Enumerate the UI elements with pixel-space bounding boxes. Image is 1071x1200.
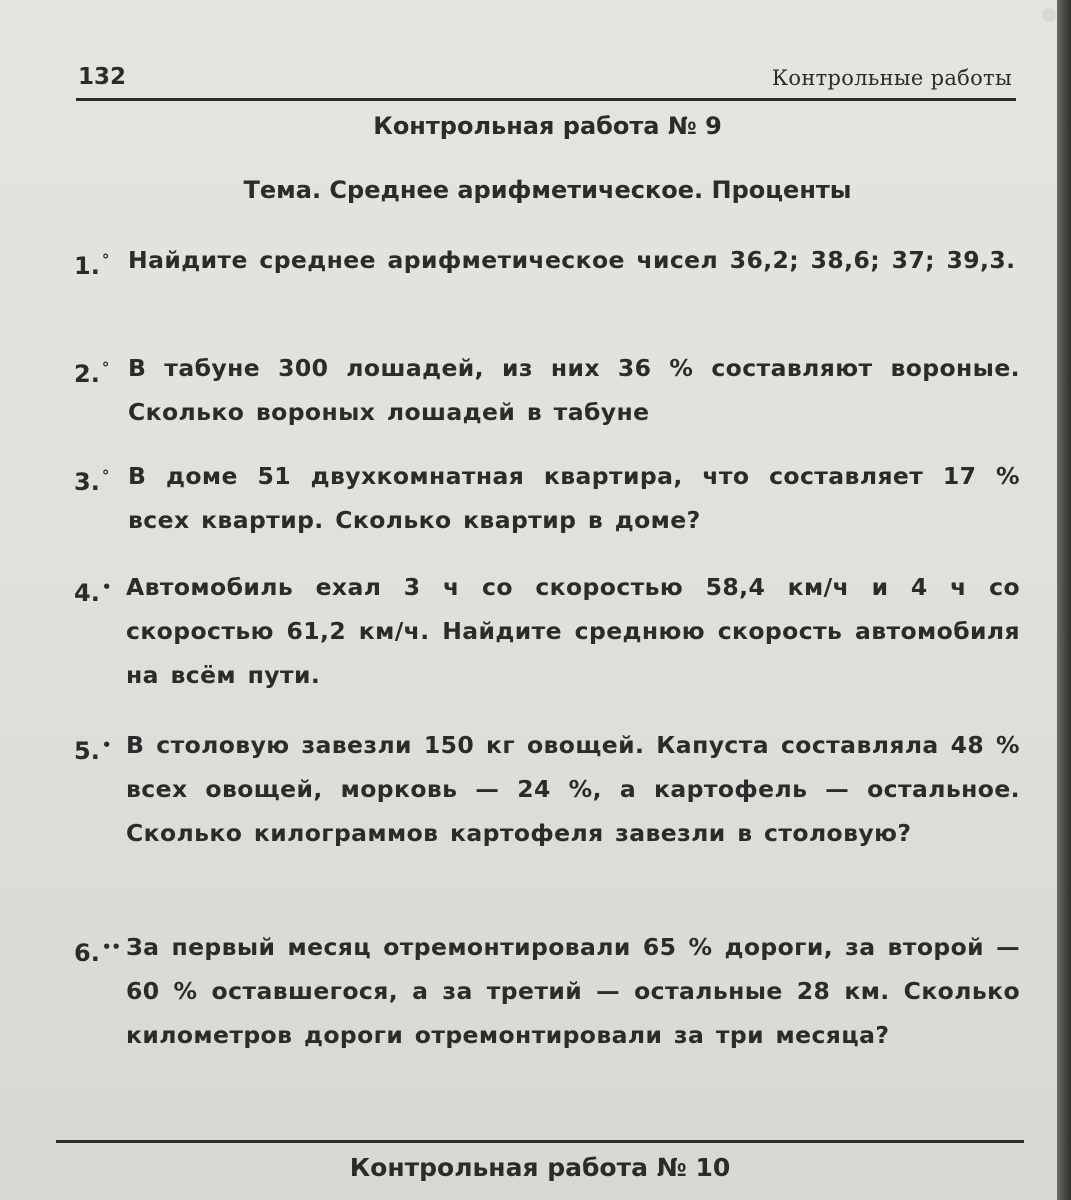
page-number: 132	[78, 64, 127, 90]
section-divider	[56, 1140, 1024, 1143]
task-item	[74, 565, 1020, 697]
difficulty-mark: °	[101, 359, 110, 377]
task-item	[74, 723, 1020, 855]
difficulty-mark: •	[101, 736, 112, 754]
section-name: Контрольные работы	[771, 66, 1012, 90]
difficulty-mark: •	[101, 578, 112, 596]
page-edge-shadow	[1057, 0, 1071, 1200]
task-text: Найдите среднее арифметическое чисел 36,2; 38,6; 37; 39,3.	[128, 246, 1016, 274]
task-number: 6. ••	[74, 938, 122, 967]
task-text: В табуне 300 лошадей, из них 36 % составляют вороные. Сколько вороных лошадей в табуне	[128, 354, 1020, 426]
task-item	[74, 925, 1020, 1057]
task-text: В столовую завезли 150 кг овощей. Капуста составляла 48 % всех овощей, морковь — 24 %, а картофель — остальное. Сколько килограммов картофеля завезли в столовую?	[126, 731, 1020, 847]
task-item	[74, 346, 1020, 434]
task-item	[74, 454, 1020, 542]
task-text: За первый месяц отремонтировали 65 % дороги, за второй — 60 % оставшегося, а за третий — остальные 28 км. Сколько километров дороги отремонтировали за три месяца?	[126, 933, 1020, 1049]
task-number: 3. °	[74, 467, 110, 496]
corner-mark	[1042, 8, 1056, 22]
difficulty-mark: °	[101, 251, 110, 269]
difficulty-mark: °	[101, 467, 110, 485]
running-head	[76, 58, 1016, 101]
task-number: 5. •	[74, 736, 112, 765]
work-title: Контрольная работа № 9	[373, 112, 722, 140]
topic-heading: Тема. Среднее арифметическое. Проценты	[243, 176, 852, 204]
difficulty-mark: ••	[101, 938, 122, 956]
task-text: В доме 51 двухкомнатная квартира, что составляет 17 % всех квартир. Сколько квартир в доме?	[128, 462, 1020, 534]
task-number: 1. °	[74, 251, 110, 280]
task-text: Автомобиль ехал 3 ч со скоростью 58,4 км/ч и 4 ч со скоростью 61,2 км/ч. Найдите среднюю скорость автомобиля на всём пути.	[126, 573, 1020, 689]
task-number: 2. °	[74, 359, 110, 388]
task-number: 4. •	[74, 578, 112, 607]
task-item	[74, 238, 1020, 282]
next-work-title: Контрольная работа № 10	[349, 1153, 731, 1182]
